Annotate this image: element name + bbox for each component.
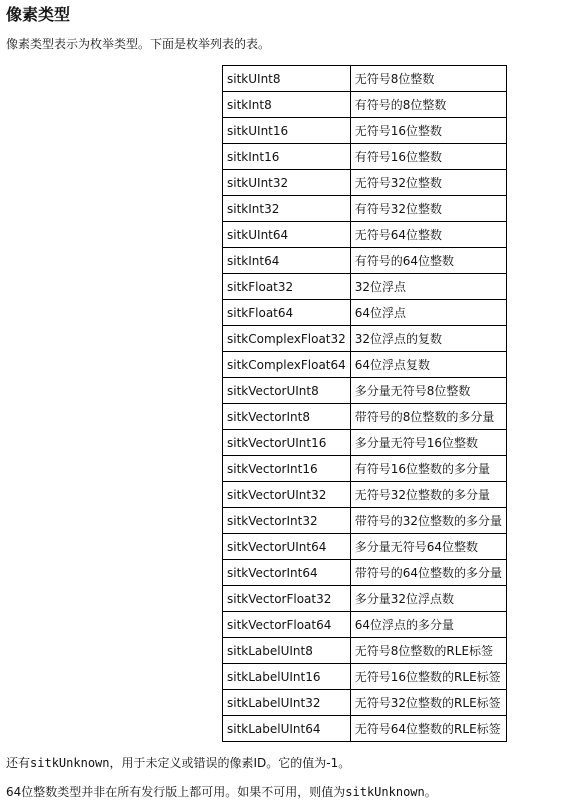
pixel-type-desc-cell: 无符号32位整数的RLE标签 [350,690,506,716]
pixel-type-desc-cell: 64位浮点复数 [350,352,506,378]
pixel-type-desc-cell: 有符号16位整数的多分量 [350,456,506,482]
pixel-type-desc-cell: 多分量无符号16位整数 [350,430,506,456]
pixel-type-desc-cell: 有符号的64位整数 [350,248,506,274]
pixel-type-desc-cell: 64位浮点 [350,300,506,326]
pixel-type-name-cell: sitkInt8 [223,92,351,118]
table-row [223,716,507,742]
pixel-type-name-cell: sitkUInt32 [223,170,351,196]
pixel-type-desc-cell: 无符号32位整数 [350,170,506,196]
pixel-type-desc-cell: 有符号16位整数 [350,144,506,170]
intro-text: 像素类型表示为枚举类型。下面是枚举列表的表。 [6,37,271,51]
pixel-type-desc-cell: 带符号的8位整数的多分量 [350,404,506,430]
table-row [223,222,507,248]
table-row [223,690,507,716]
pixel-type-name-cell: sitkInt64 [223,248,351,274]
pixel-type-desc-cell: 无符号32位整数的多分量 [350,482,506,508]
int64-note-before: 64位整数类型并非在所有发行版上都可用。如果不可用，则值为 [6,785,346,799]
table-row [223,482,507,508]
pixel-type-name-cell: sitkUInt64 [223,222,351,248]
pixel-type-desc-cell: 带符号的64位整数的多分量 [350,560,506,586]
table-row [223,560,507,586]
pixel-type-desc-cell: 32位浮点 [350,274,506,300]
table-row [223,326,507,352]
table-row [223,456,507,482]
pixel-type-desc-cell: 无符号8位整数的RLE标签 [350,638,506,664]
pixel-type-name-cell: sitkLabelUInt8 [223,638,351,664]
table-row [223,248,507,274]
pixel-type-name-cell: sitkInt32 [223,196,351,222]
pixel-type-name-cell: sitkComplexFloat32 [223,326,351,352]
pixel-type-name-cell: sitkVectorInt32 [223,508,351,534]
pixel-type-name-cell: sitkVectorUInt8 [223,378,351,404]
page-title: 像素类型 [6,5,71,24]
table-row [223,300,507,326]
table-row [223,118,507,144]
unknown-note-code: sitkUnknown [30,756,110,770]
pixel-type-desc-cell: 64位浮点的多分量 [350,612,506,638]
table-row [223,664,507,690]
table-row [223,378,507,404]
table-row [223,144,507,170]
table-row [223,274,507,300]
pixel-type-name-cell: sitkVectorFloat32 [223,586,351,612]
table-row [223,404,507,430]
pixel-type-table [222,65,507,742]
unknown-note-before: 还有 [6,756,31,770]
pixel-type-desc-cell: 多分量无符号64位整数 [350,534,506,560]
pixel-type-desc-cell: 无符号16位整数的RLE标签 [350,664,506,690]
table-row [223,638,507,664]
pixel-type-name-cell: sitkVectorInt8 [223,404,351,430]
pixel-type-name-cell: sitkVectorFloat64 [223,612,351,638]
pixel-type-name-cell: sitkVectorUInt16 [223,430,351,456]
table-row [223,430,507,456]
pixel-type-name-cell: sitkVectorUInt32 [223,482,351,508]
pixel-type-desc-cell: 无符号64位整数的RLE标签 [350,716,506,742]
int64-note-after: 。 [424,785,437,799]
table-row [223,612,507,638]
pixel-type-name-cell: sitkUInt8 [223,66,351,92]
pixel-type-name-cell: sitkVectorUInt64 [223,534,351,560]
int64-note [6,783,437,801]
pixel-type-name-cell: sitkLabelUInt64 [223,716,351,742]
pixel-type-desc-cell: 无符号64位整数 [350,222,506,248]
pixel-type-name-cell: sitkLabelUInt32 [223,690,351,716]
pixel-type-desc-cell: 无符号16位整数 [350,118,506,144]
table-row [223,586,507,612]
pixel-type-desc-cell: 多分量32位浮点数 [350,586,506,612]
table-row [223,534,507,560]
pixel-type-desc-cell: 多分量无符号8位整数 [350,378,506,404]
pixel-type-desc-cell: 无符号8位整数 [350,66,506,92]
pixel-type-name-cell: sitkFloat32 [223,274,351,300]
pixel-type-name-cell: sitkInt16 [223,144,351,170]
table-row [223,66,507,92]
table-row [223,92,507,118]
pixel-type-desc-cell: 带符号的32位整数的多分量 [350,508,506,534]
pixel-type-name-cell: sitkVectorInt64 [223,560,351,586]
pixel-type-name-cell: sitkFloat64 [223,300,351,326]
pixel-type-name-cell: sitkComplexFloat64 [223,352,351,378]
unknown-note-after: ，用于未定义或错误的像素ID。它的值为-1。 [109,756,351,770]
table-row [223,170,507,196]
table-row [223,508,507,534]
pixel-type-desc-cell: 有符号32位整数 [350,196,506,222]
table-row [223,196,507,222]
pixel-type-desc-cell: 32位浮点的复数 [350,326,506,352]
pixel-type-desc-cell: 有符号的8位整数 [350,92,506,118]
pixel-type-name-cell: sitkVectorInt16 [223,456,351,482]
pixel-type-table-body [223,66,507,742]
pixel-type-name-cell: sitkUInt16 [223,118,351,144]
pixel-type-name-cell: sitkLabelUInt16 [223,664,351,690]
int64-note-code: sitkUnknown [345,785,425,799]
unknown-note [6,754,350,772]
table-row [223,352,507,378]
